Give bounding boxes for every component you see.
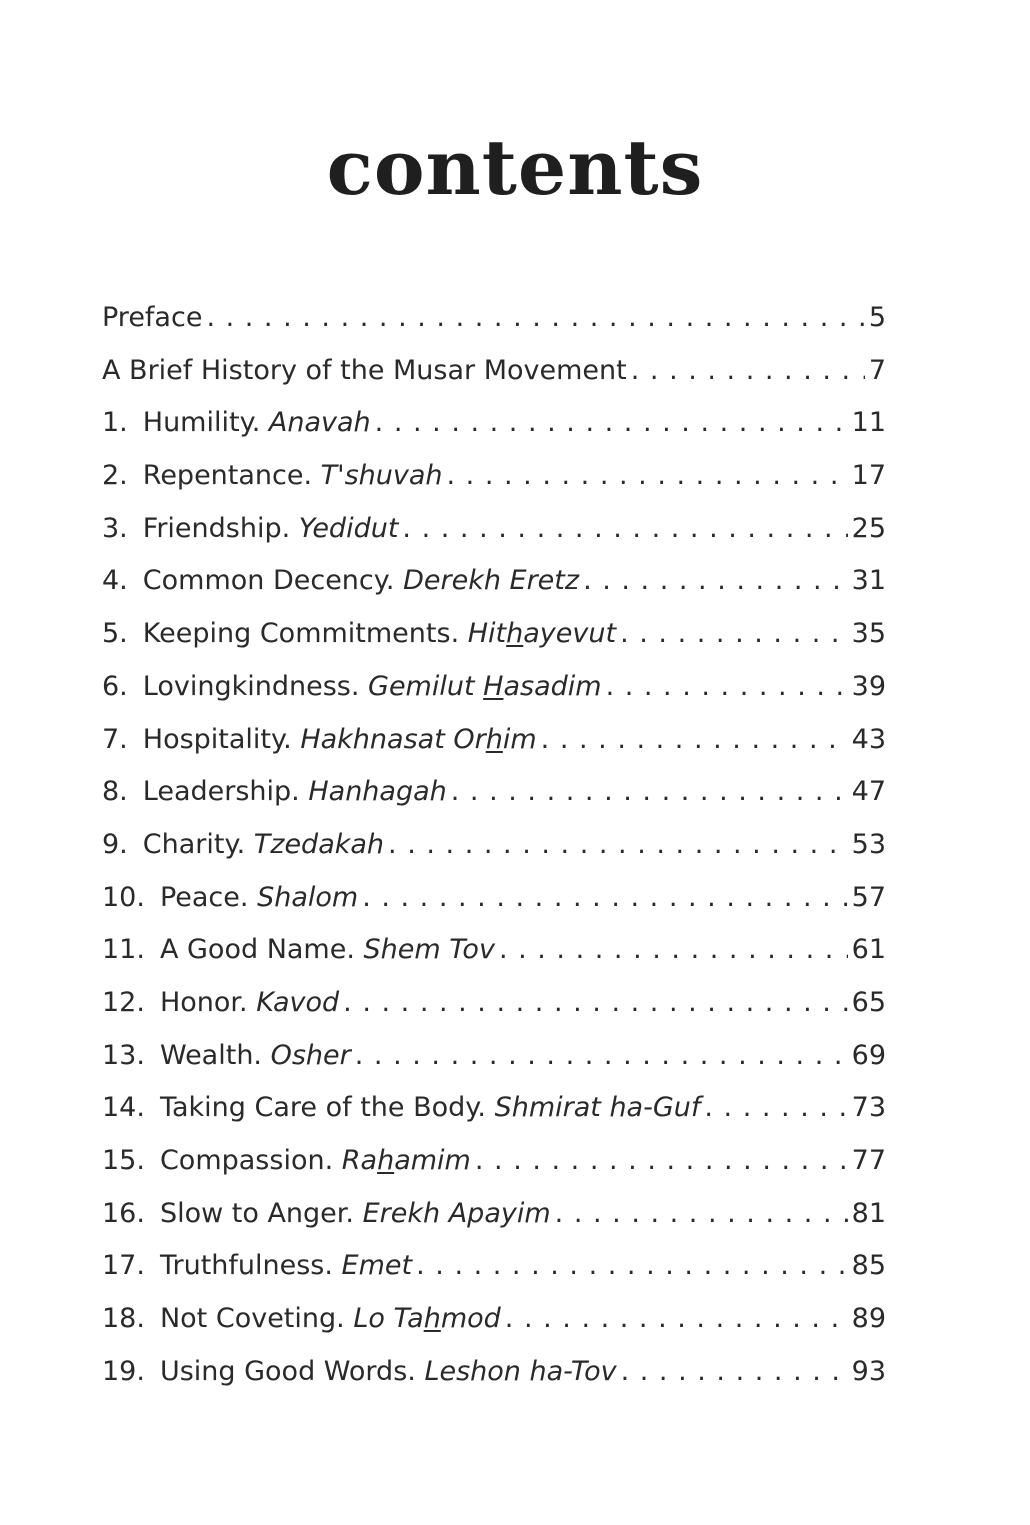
hebrew-term-part: Anavah [268,407,371,439]
toc-entry[interactable] [102,1086,886,1139]
dot-leader [621,1350,848,1394]
toc-entry[interactable] [102,454,886,507]
dot-leader [541,718,848,762]
page-number: 85 [851,1250,886,1282]
hebrew-term-part: Kavod [256,986,340,1018]
hebrew-term-part: ayevut [523,618,617,650]
hebrew-term-underlined-letter: h [423,1303,441,1335]
page-number: 57 [851,881,886,913]
dot-leader [606,665,848,709]
chapter-number: 10. [102,881,145,913]
entry-title [102,296,202,340]
dot-leader [402,507,847,551]
entry-title [160,876,358,920]
entry-title [160,928,495,972]
toc-entry[interactable] [102,1297,886,1350]
hebrew-term-part: amim [394,1145,471,1176]
page-number: 25 [851,512,886,544]
chapter-number: 1. [102,407,128,439]
toc-entry[interactable] [102,401,886,454]
chapter-number: 4. [102,565,128,597]
hebrew-term-part: Hanhagah [308,776,447,808]
chapter-number: 13. [102,1039,145,1071]
dot-leader [631,349,865,393]
hebrew-term-part: im [502,723,537,755]
hebrew-term-part: Hakhnasat Or [300,723,486,755]
entry-english-title: Leadership. [142,776,300,808]
entry-english-title: Charity. [142,828,246,860]
entry-english-title: Truthfulness. [159,1250,333,1282]
entry-english-title: Taking Care of the Body. [159,1092,486,1124]
chapter-number: 3. [102,512,128,544]
hebrew-term-part: Erekh Apayim [362,1197,551,1229]
chapter-number: 15. [102,1145,145,1176]
page-number: 77 [851,1145,886,1176]
toc-entry[interactable] [102,665,886,718]
page-number: 93 [851,1355,886,1387]
dot-leader [447,454,848,498]
chapter-number: 9. [102,828,128,860]
page-number: 35 [851,618,886,650]
hebrew-term-part: Hit [467,618,507,650]
entry-title [143,612,616,656]
entry-hebrew-term [299,513,399,544]
hebrew-term-part: Osher [270,1039,351,1071]
entry-title [160,1350,617,1394]
entry-english-title: Common Decency. [142,565,395,597]
toc-entry[interactable] [102,770,886,823]
hebrew-term-underlined-letter: H [483,670,504,702]
hebrew-term-part: Ra [341,1145,378,1176]
dot-leader [505,1297,848,1341]
hebrew-term-part: Gemilut [368,670,484,702]
hebrew-term-part: Lo Ta [353,1303,424,1335]
entry-hebrew-term [424,1356,616,1387]
entry-title [102,349,627,393]
entry-title [160,1139,471,1183]
entry-hebrew-term [342,1145,471,1176]
toc-entry[interactable] [102,559,886,612]
entry-hebrew-term [468,618,616,649]
toc-entry[interactable] [102,928,886,981]
chapter-number: 12. [102,986,145,1018]
entry-hebrew-term [353,1303,500,1334]
toc-entry[interactable] [102,1350,886,1403]
toc-entry[interactable] [102,823,886,876]
toc-entry[interactable] [102,1034,886,1087]
hebrew-term-part: Leshon ha-Tov [424,1355,617,1387]
entry-hebrew-term [363,1198,551,1229]
hebrew-term-underlined-letter: h [377,1145,395,1176]
entry-title [160,981,339,1025]
toc-entry[interactable] [102,612,886,665]
chapter-number: 5. [102,618,128,650]
hebrew-term-part: Shalom [257,881,359,913]
entry-hebrew-term [495,1092,701,1123]
page-number: 65 [851,986,886,1018]
page-number: 7 [868,354,886,386]
chapter-number: 17. [102,1250,145,1282]
hebrew-term-underlined-letter: h [506,618,524,650]
entry-hebrew-term [364,934,495,965]
page-number: 43 [851,723,886,755]
dot-leader [388,823,848,867]
entry-hebrew-term [368,671,602,702]
hebrew-term-part: asadim [503,670,602,702]
table-of-contents [102,296,886,1402]
entry-hebrew-term [269,407,371,438]
dot-leader [206,296,864,340]
entry-english-title: A Good Name. [159,934,355,966]
entry-title [143,823,384,867]
entry-hebrew-term [321,460,443,491]
dot-leader [555,1192,848,1236]
entry-english-title: Slow to Anger. [159,1197,355,1229]
entry-english-title: Compassion. [159,1145,334,1176]
entry-title [160,1297,501,1341]
toc-entry[interactable] [102,296,886,349]
page-number: 89 [851,1303,886,1335]
dot-leader [362,876,847,920]
chapter-number: 16. [102,1197,145,1229]
page-number: 39 [851,670,886,702]
entry-hebrew-term [256,987,339,1018]
chapter-number: 19. [102,1355,145,1387]
page-number: 5 [868,302,886,333]
toc-entry[interactable] [102,981,886,1034]
entry-english-title: Lovingkindness. [142,670,360,702]
page-number: 17 [851,460,886,492]
entry-english-title: Peace. [159,881,249,913]
entry-english-title: Not Coveting. [159,1303,345,1335]
entry-hebrew-term [342,1250,413,1281]
entry-hebrew-term [300,724,536,755]
chapter-number: 6. [102,670,128,702]
entry-english-title: Preface [102,302,203,333]
page-number: 73 [851,1092,886,1124]
dot-leader [375,401,848,445]
entry-hebrew-term [403,565,579,596]
entry-title [143,770,447,814]
entry-english-title: Keeping Commitments. [142,618,460,650]
dot-leader [451,770,848,814]
entry-english-title: Wealth. [159,1039,263,1071]
hebrew-term-part: Shem Tov [363,934,495,966]
page-number: 69 [851,1039,886,1071]
chapter-number: 11. [102,934,145,966]
hebrew-term-part: Derekh Eretz [403,565,580,597]
toc-entry[interactable] [102,507,886,560]
hebrew-term-underlined-letter: h [485,723,503,755]
entry-english-title: Friendship. [142,512,291,544]
hebrew-term-part: Yedidut [298,512,399,544]
toc-entry[interactable] [102,1244,886,1297]
hebrew-term-part: Tzedakah [253,828,385,860]
chapter-number: 14. [102,1092,145,1124]
chapter-number: 18. [102,1303,145,1335]
page-number: 47 [851,776,886,808]
page-number: 11 [851,407,886,439]
entry-title [160,1244,412,1288]
entry-hebrew-term [257,882,358,913]
dot-leader [343,981,847,1025]
entry-english-title: A Brief History of the Musar Movement [102,354,627,386]
entry-title [160,1034,351,1078]
chapter-number: 8. [102,776,128,808]
chapter-number: 7. [102,723,128,755]
hebrew-term-part: T'shuvah [320,460,443,492]
toc-entry[interactable] [102,349,886,402]
entry-title [160,1192,551,1236]
dot-leader [355,1034,848,1078]
hebrew-term-part: mod [440,1303,501,1335]
toc-entry[interactable] [102,1139,886,1192]
dot-leader [475,1139,848,1183]
entry-title [143,559,579,603]
hebrew-term-part: Shmirat ha-Guf [494,1092,701,1124]
page-number: 31 [851,565,886,597]
toc-entry[interactable] [102,1192,886,1245]
entry-english-title: Using Good Words. [159,1355,416,1387]
entry-hebrew-term [254,829,384,860]
entry-english-title: Repentance. [142,460,313,492]
dot-leader [499,928,848,972]
chapter-number: 2. [102,460,128,492]
entry-hebrew-term [271,1040,351,1071]
dot-leader [704,1086,847,1130]
page-title: contents [326,123,704,212]
toc-entry[interactable] [102,876,886,929]
page-number: 53 [851,828,886,860]
toc-entry[interactable] [102,718,886,771]
dot-leader [583,559,848,603]
entry-english-title: Hospitality. [142,723,292,755]
entry-title [143,665,602,709]
dot-leader [620,612,848,656]
entry-title [160,1086,700,1130]
entry-title [143,454,443,498]
entry-english-title: Honor. [159,986,248,1018]
dot-leader [416,1244,848,1288]
entry-title [143,507,399,551]
entry-hebrew-term [308,776,446,807]
entry-title [143,401,371,445]
entry-title [143,718,537,762]
hebrew-term-part: Emet [341,1250,413,1282]
entry-english-title: Humility. [142,407,261,439]
page-number: 61 [851,934,886,966]
page-number: 81 [851,1197,886,1229]
